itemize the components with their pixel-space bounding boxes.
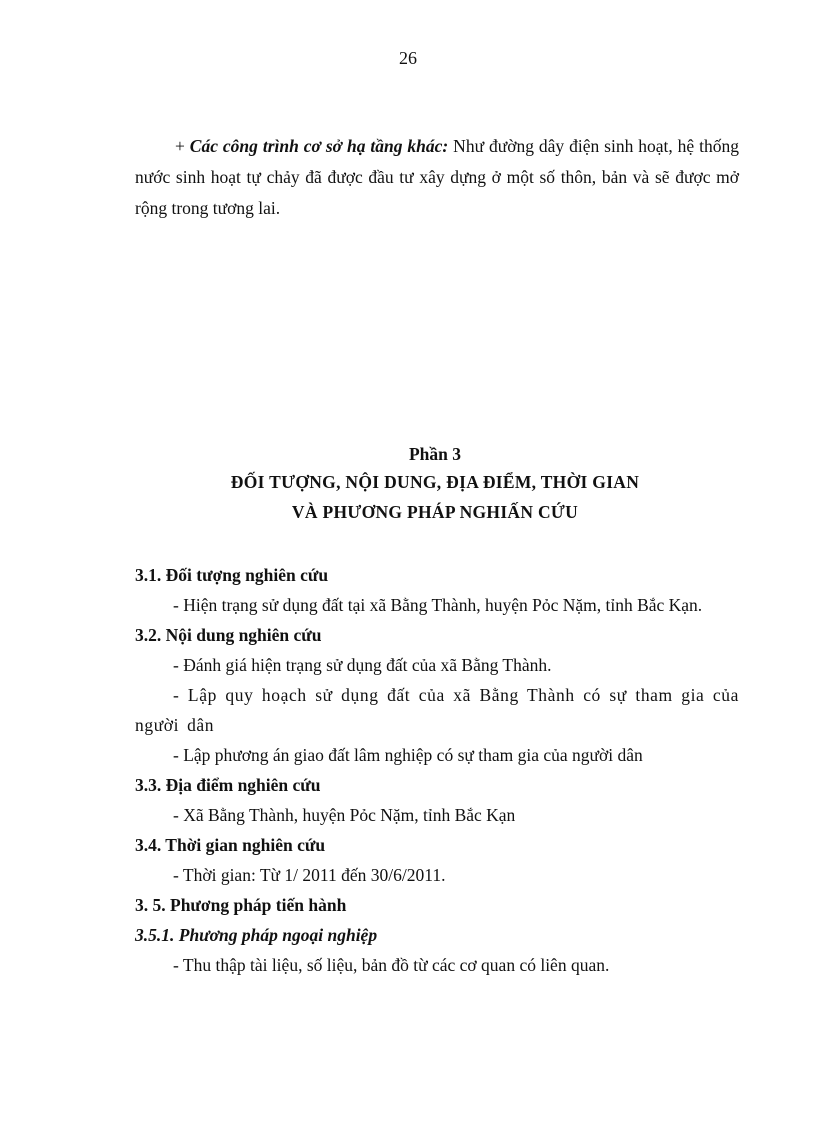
page-number: 26	[399, 48, 417, 68]
intro-prefix: +	[175, 136, 190, 156]
intro-text: Như đường dây điện sinh hoạt, hệ thống nước sinh hoạt tự chảy đã được đầu tư xây dựng ở một số thôn, bản và sẽ được mở rộng trong tương lai.	[135, 136, 739, 218]
section-heading-3-2: 3.2. Nội dung nghiên cứu	[135, 625, 322, 645]
section-heading-3-5: 3. 5. Phương pháp tiến hành	[135, 895, 347, 915]
infrastructure-paragraph	[135, 131, 739, 224]
chapter-title-line-2: VÀ PHƯƠNG PHÁP NGHIẤN CỨU	[291, 502, 579, 522]
sections-body	[135, 560, 739, 980]
list-item: - Xã Bằng Thành, huyện Pỏc Nặm, tỉnh Bắc Kạn	[173, 805, 516, 825]
intro-label: Các công trình cơ sở hạ tầng khác:	[189, 136, 449, 156]
list-item: - Thời gian: Từ 1/ 2011 đến 30/6/2011.	[173, 865, 446, 885]
subsection-heading-3-5-1: 3.5.1. Phương pháp ngoại nghiệp	[135, 925, 378, 945]
list-item: - Thu thập tài liệu, số liệu, bản đồ từ các cơ quan có liên quan.	[173, 955, 610, 975]
part-title: Phần 3	[408, 444, 462, 464]
list-item: - Lập quy hoạch sử dụng đất của xã Bằng Thành có sự tham gia của người dân	[135, 685, 739, 735]
chapter-title-line-1: ĐỐI TƯỢNG, NỘI DUNG, ĐỊA ĐIỂM, THỜI GIAN	[230, 472, 640, 492]
list-item: - Hiện trạng sử dụng đất tại xã Bằng Thành, huyện Pỏc Nặm, tỉnh Bắc Kạn.	[173, 595, 703, 615]
section-heading-3-3: 3.3. Địa điểm nghiên cứu	[135, 775, 321, 795]
list-item: - Đánh giá hiện trạng sử dụng đất của xã Bằng Thành.	[173, 655, 552, 675]
list-item: - Lập phương án giao đất lâm nghiệp có sự tham gia của người dân	[173, 745, 643, 765]
section-heading-3-4: 3.4. Thời gian nghiên cứu	[135, 835, 326, 855]
section-heading-3-1: 3.1. Đối tượng nghiên cứu	[135, 565, 329, 585]
